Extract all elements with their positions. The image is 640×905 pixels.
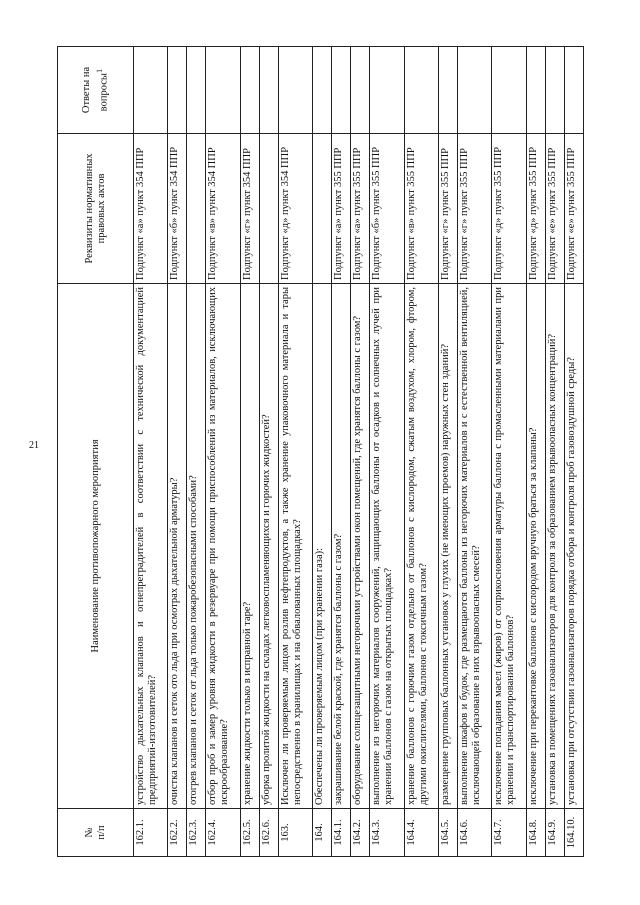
row-description: установка в помещениях газоанализаторов для контроля за образованием взрывоопасных концентраций? xyxy=(545,284,564,809)
row-number: 162.2. xyxy=(168,809,187,857)
checklist-table xyxy=(57,46,584,857)
row-number: 162.1. xyxy=(134,809,168,857)
row-description: выполнение из негорючих материалов сооружений, защищающих баллоны от осадков и солнечных лучей при хранении баллонов с газом на открытых площадках? xyxy=(370,284,404,809)
header-answer-label: Ответы на вопросы xyxy=(80,66,110,114)
row-reference: Подпункт «а» пункт 355 ППР xyxy=(351,134,370,284)
row-description: исключение при перекантовке баллонов с кислородом вручную браться за клапаны? xyxy=(526,284,545,809)
row-answer[interactable] xyxy=(313,47,332,134)
page-number: 21 xyxy=(29,440,39,451)
table-header-row xyxy=(58,47,134,857)
row-answer[interactable] xyxy=(545,47,564,134)
row-description: установка при отсутствии газоанализаторов порядка отбора и контроля проб газовоздушной среды? xyxy=(564,284,583,809)
row-description: Обеспечены ли проверяемым лицом (при хранении газа): xyxy=(313,284,332,809)
row-number: 164.6. xyxy=(458,809,492,857)
row-reference: Подпункт «д» пункт 355 ППР xyxy=(526,134,545,284)
header-ref: Реквизиты нормативных правовых актов xyxy=(58,134,134,284)
row-reference: Подпункт «а» пункт 354 ППР xyxy=(134,134,168,284)
table-row xyxy=(187,47,206,857)
table-row xyxy=(313,47,332,857)
table-row xyxy=(526,47,545,857)
header-num: № п/п xyxy=(58,809,134,857)
row-answer[interactable] xyxy=(370,47,404,134)
table-row xyxy=(545,47,564,857)
row-description: хранение жидкости только в исправной таре? xyxy=(240,284,259,809)
row-description: уборка пролитой жидкости на складах легковоспламеняющихся и горючих жидкостей? xyxy=(259,284,278,809)
table-row xyxy=(370,47,404,857)
row-answer[interactable] xyxy=(458,47,492,134)
table-row xyxy=(134,47,168,857)
row-reference xyxy=(187,134,206,284)
row-number: 164.7. xyxy=(492,809,526,857)
row-number: 164.8. xyxy=(526,809,545,857)
row-reference: Подпункт «д» пункт 354 ППР xyxy=(278,134,312,284)
header-answer-footnote: 1 xyxy=(93,68,104,74)
row-answer[interactable] xyxy=(187,47,206,134)
table-row xyxy=(492,47,526,857)
row-answer[interactable] xyxy=(351,47,370,134)
table-row xyxy=(332,47,351,857)
row-number: 163. xyxy=(278,809,312,857)
row-description: размещение групповых баллонных установок у глухих (не имеющих проемов) наружных стен зданий? xyxy=(439,284,458,809)
row-reference xyxy=(313,134,332,284)
table-row xyxy=(351,47,370,857)
row-number: 164.2. xyxy=(351,809,370,857)
row-number: 164.1. xyxy=(332,809,351,857)
table-row xyxy=(278,47,312,857)
row-description: исключение попадания масел (жиров) от соприкосновения арматуры баллона с промасленными материалами при хранении и транспортировании баллонов? xyxy=(492,284,526,809)
row-reference: Подпункт «а» пункт 355 ППР xyxy=(332,134,351,284)
row-reference: Подпункт «е» пункт 355 ППР xyxy=(545,134,564,284)
rotated-table-wrapper xyxy=(57,47,584,857)
row-description: отогрев клапанов и сеток от льда только пожаробезопасными способами? xyxy=(187,284,206,809)
row-number: 164. xyxy=(313,809,332,857)
row-description: очистка клапанов и сеток ото льда при осмотрах дыхательной арматуры? xyxy=(168,284,187,809)
table-row xyxy=(206,47,240,857)
row-number: 164.5. xyxy=(439,809,458,857)
row-answer[interactable] xyxy=(404,47,438,134)
row-reference: Подпункт «г» пункт 355 ППР xyxy=(439,134,458,284)
row-reference: Подпункт «б» пункт 354 ППР xyxy=(168,134,187,284)
row-number: 164.4. xyxy=(404,809,438,857)
row-answer[interactable] xyxy=(526,47,545,134)
row-reference xyxy=(259,134,278,284)
row-answer[interactable] xyxy=(439,47,458,134)
row-number: 162.3. xyxy=(187,809,206,857)
row-description: закрашивание белой краской, где хранятся баллоны с газом? xyxy=(332,284,351,809)
row-description: отбор проб и замер уровня жидкости в резервуаре при помощи приспособлений из материалов, исключающих искрообразование? xyxy=(206,284,240,809)
row-description: хранение баллонов с горючим газом отдельно от баллонов с кислородом, сжатым воздухом, хлором, фтором, другими окислителями, баллонов с токсичным газом? xyxy=(404,284,438,809)
row-description: Исключен ли проверяемым лицом розлив нефтепродуктов, а также хранение упаковочного материала и тары непосредственно в хранилищах и на обвалованных площадках? xyxy=(278,284,312,809)
row-reference: Подпункт «г» пункт 355 ППР xyxy=(458,134,492,284)
row-reference: Подпункт «в» пункт 354 ППР xyxy=(206,134,240,284)
row-answer[interactable] xyxy=(564,47,583,134)
row-description: выполнение шкафов и будок, где размещаются баллоны из негорючих материалов и с естественной вентиляцией, исключающей образование в них взрывоопасных смесей? xyxy=(458,284,492,809)
header-answer xyxy=(58,47,134,134)
row-answer[interactable] xyxy=(134,47,168,134)
row-reference: Подпункт «е» пункт 355 ППР xyxy=(564,134,583,284)
row-answer[interactable] xyxy=(168,47,187,134)
row-description: устройство дыхательных клапанов и огнепреградителей в соответствии с технической документацией предприятий-изготовителей? xyxy=(134,284,168,809)
row-answer[interactable] xyxy=(492,47,526,134)
table-row xyxy=(439,47,458,857)
row-number: 164.9. xyxy=(545,809,564,857)
row-reference: Подпункт «б» пункт 355 ППР xyxy=(370,134,404,284)
table-row xyxy=(240,47,259,857)
row-answer[interactable] xyxy=(206,47,240,134)
row-reference: Подпункт «в» пункт 355 ППР xyxy=(404,134,438,284)
row-reference: Подпункт «д» пункт 355 ППР xyxy=(492,134,526,284)
row-answer[interactable] xyxy=(332,47,351,134)
row-number: 164.10. xyxy=(564,809,583,857)
table-row xyxy=(168,47,187,857)
table-row xyxy=(404,47,438,857)
row-number: 162.4. xyxy=(206,809,240,857)
row-answer[interactable] xyxy=(259,47,278,134)
table-row xyxy=(564,47,583,857)
table-row xyxy=(458,47,492,857)
row-reference: Подпункт «г» пункт 354 ППР xyxy=(240,134,259,284)
row-description: оборудование солнцезащитными негорючими устройствами окон помещений, где хранятся баллоны с газом? xyxy=(351,284,370,809)
row-number: 162.6. xyxy=(259,809,278,857)
row-number: 162.5. xyxy=(240,809,259,857)
table-row xyxy=(259,47,278,857)
row-number: 164.3. xyxy=(370,809,404,857)
header-name: Наименование противопожарного мероприятия xyxy=(58,284,134,809)
row-answer[interactable] xyxy=(278,47,312,134)
row-answer[interactable] xyxy=(240,47,259,134)
